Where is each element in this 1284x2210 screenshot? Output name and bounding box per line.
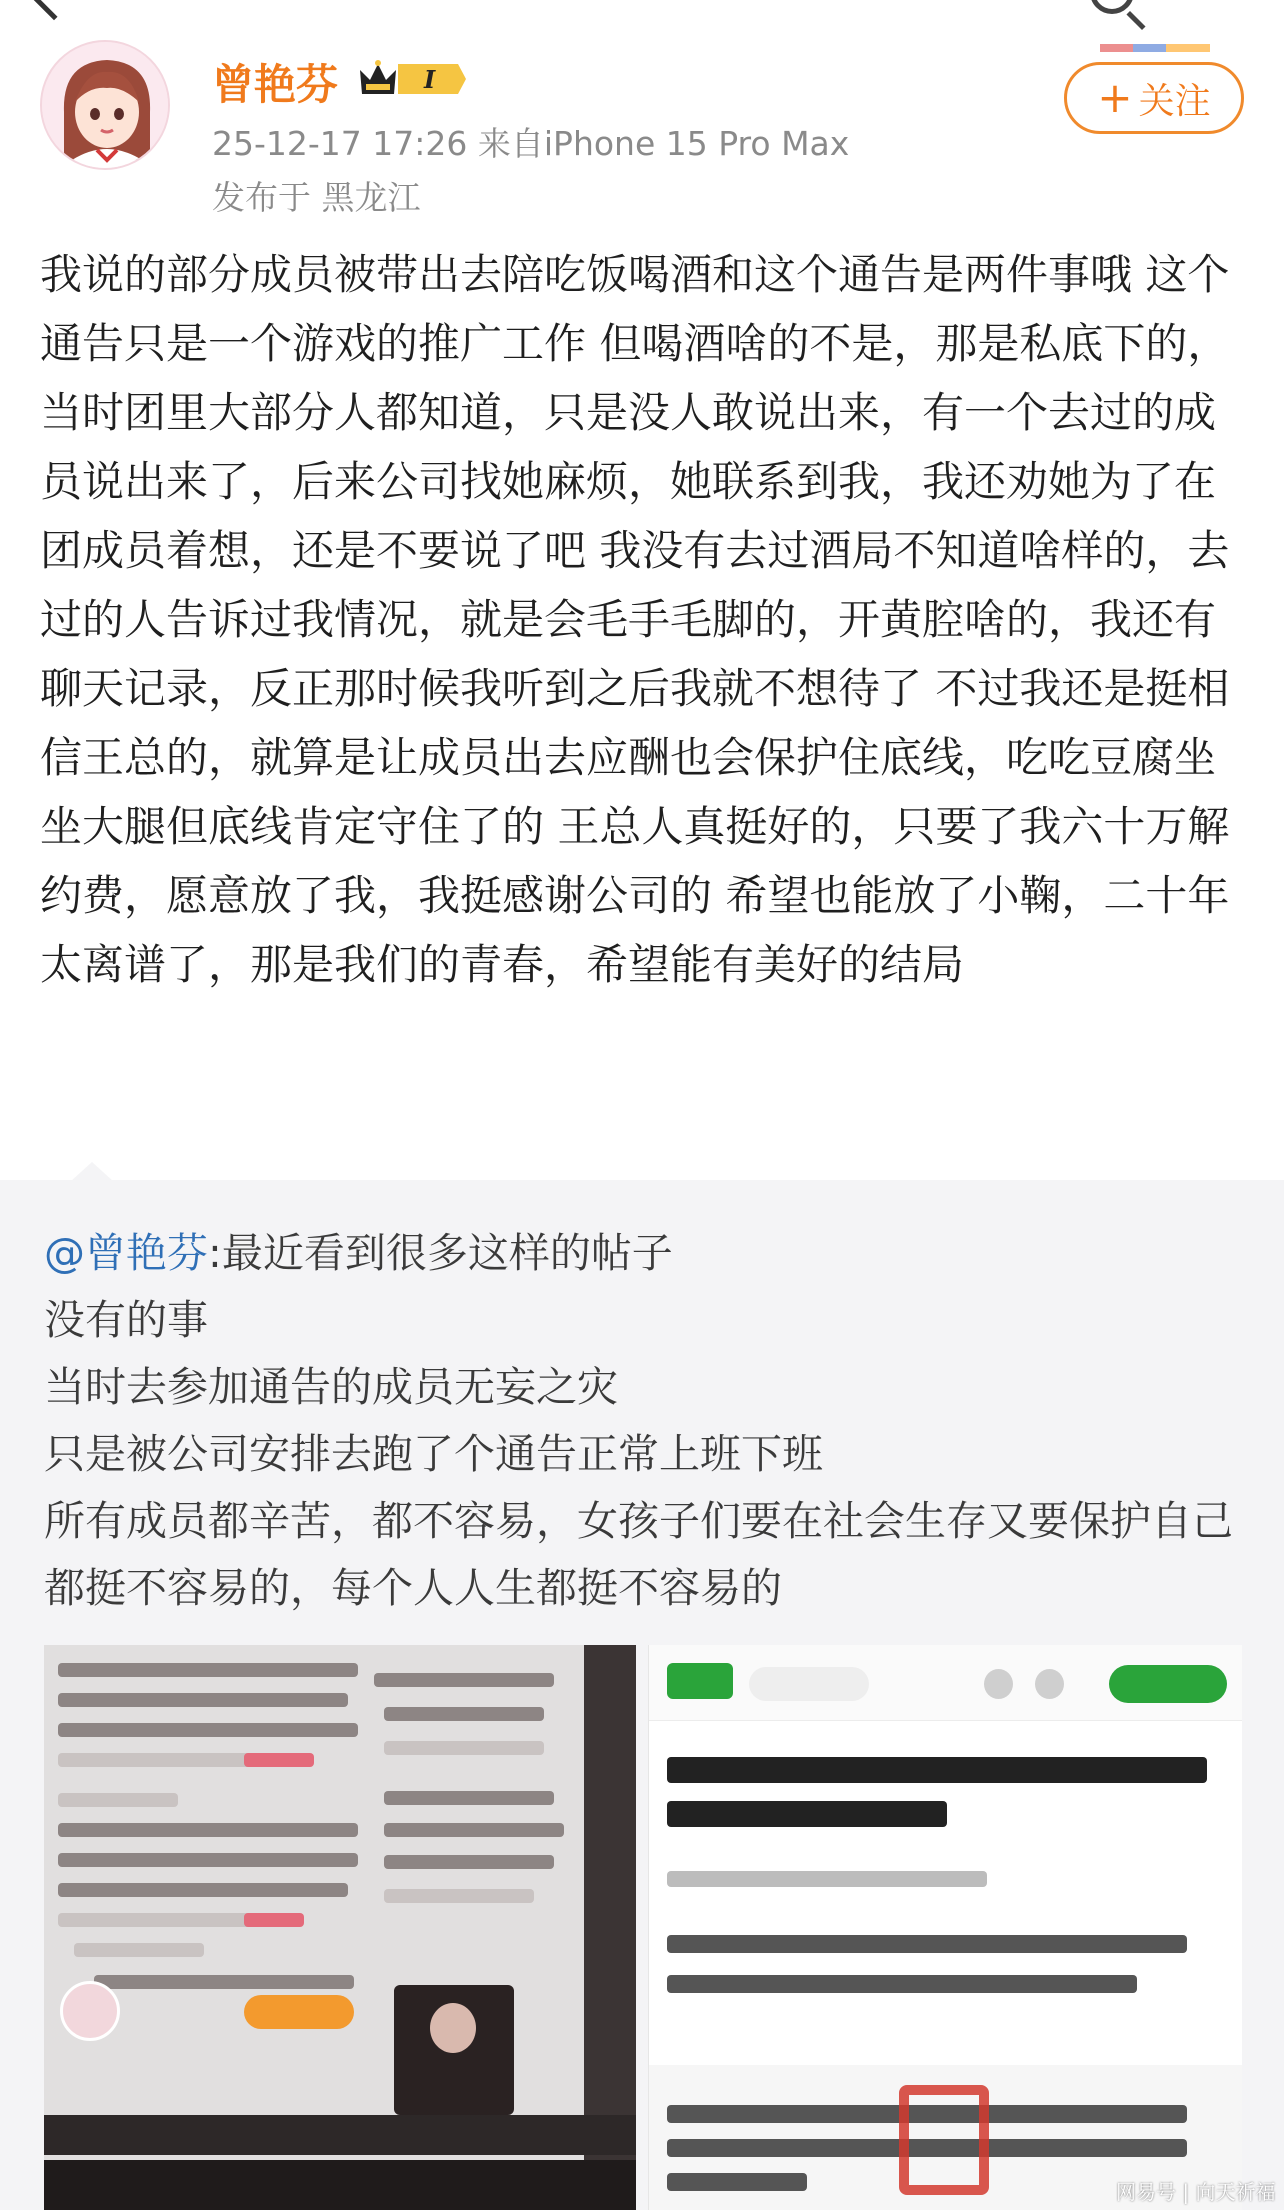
attached-image-comments[interactable] (44, 1645, 636, 2210)
fake-stamp (899, 2085, 989, 2195)
text-line (58, 1693, 348, 1707)
avatar[interactable] (40, 40, 170, 170)
post-body: 我说的部分成员被带出去陪吃饭喝酒和这个通告是两件事哦 这个通告只是一个游戏的推广工作 但喝酒啥的不是，那是私底下的，当时团里大部分人都知道，只是没人敢说出来，有一个去过的成员说出来了，后来公司找她麻烦，她联系到我，我还劝她为了在团成员着想，还是不要说了吧 我没有去过酒局不知道啥样的，去过的人告诉过我情况，就是会毛手毛脚的，开黄腔啥的，我还有聊天记录，反正那时候我听到之后我就不想待了 不过我还是挺相信王总的，就算是让成员出去应酬也会保护住底线，吃吃豆腐坐坐大腿但底线肯定守住了的 王总人真挺好的，只要了我六十万解约费，愿意放了我，我挺感谢公司的 希望也能放了小鞠，二十年太离谱了，那是我们的青春，希望能有美好的结局 (40, 250, 1230, 989)
back-icon[interactable] (26, 0, 83, 20)
text-line (94, 1975, 354, 1989)
text-line (384, 1889, 534, 1903)
post-meta: 25-12-17 17:26 来自iPhone 15 Pro Max (212, 124, 850, 163)
open-app-button (1109, 1665, 1227, 1703)
avatar (60, 1981, 120, 2041)
repost-line: 当时去参加通告的成员无妄之灾 (44, 1363, 618, 1411)
watermark: 网易号 | 向天祈福 (1116, 2180, 1276, 2204)
repost-line: 只是被公司安排去跑了个通告正常上班下班 (44, 1430, 823, 1478)
repost-first-line-text: :最近看到很多这样的帖子 (208, 1229, 673, 1277)
text-line (58, 1883, 348, 1897)
vip-level: I (424, 65, 436, 94)
plus-icon: + (1097, 73, 1133, 122)
text-line (384, 1823, 564, 1837)
comment-input-bar (44, 2160, 636, 2210)
app-logo (667, 1663, 733, 1699)
follow-label: 关注 (1138, 80, 1211, 122)
search-suggestion-bar (44, 2115, 636, 2155)
text-line (58, 1723, 358, 1737)
top-navigation (0, 0, 1284, 44)
article-search-box (749, 1667, 869, 1701)
article-text-line (667, 2173, 807, 2191)
text-line (384, 1855, 554, 1869)
article-text-line (667, 1975, 1137, 1993)
text-line (384, 1791, 554, 1805)
repost-first-line (44, 1220, 1244, 1287)
article-headline (667, 1801, 947, 1827)
article-headline (667, 1757, 1207, 1783)
repost-notch (70, 1162, 114, 1182)
follow-button-mini (244, 1995, 354, 2029)
text-line (384, 1707, 544, 1721)
follow-button[interactable] (1064, 62, 1244, 134)
text-line (74, 1943, 204, 1957)
avatar-illustration (42, 42, 170, 170)
article-byline (667, 1871, 987, 1887)
text-line (58, 1853, 358, 1867)
search-icon[interactable] (1090, 0, 1134, 14)
decorative-strip (1100, 44, 1210, 52)
attached-image-article[interactable] (648, 1645, 1242, 2210)
repost-text (44, 1220, 1244, 1622)
article-app-icons (984, 1669, 1064, 1701)
text-line (58, 1823, 358, 1837)
video-thumbnail (394, 1985, 514, 2115)
repost-line: 没有的事 (44, 1296, 208, 1344)
text-line (384, 1741, 544, 1755)
text-line (58, 1663, 358, 1677)
repost-line: 所有成员都辛苦，都不容易，女孩子们要在社会生存又要保护自己都挺不容易的，每个人人生都挺不容易的 (44, 1497, 1233, 1612)
text-line (374, 1673, 554, 1687)
text-line (58, 1793, 178, 1807)
repost-mention[interactable]: @曾艳芬 (44, 1229, 208, 1277)
like-count (244, 1913, 304, 1927)
article-text-line (667, 1935, 1187, 1953)
crown-icon[interactable] (354, 56, 470, 102)
post-location: 发布于 黑龙江 (212, 178, 421, 217)
author-name[interactable]: 曾艳芬 (212, 60, 339, 109)
like-count (244, 1753, 314, 1767)
